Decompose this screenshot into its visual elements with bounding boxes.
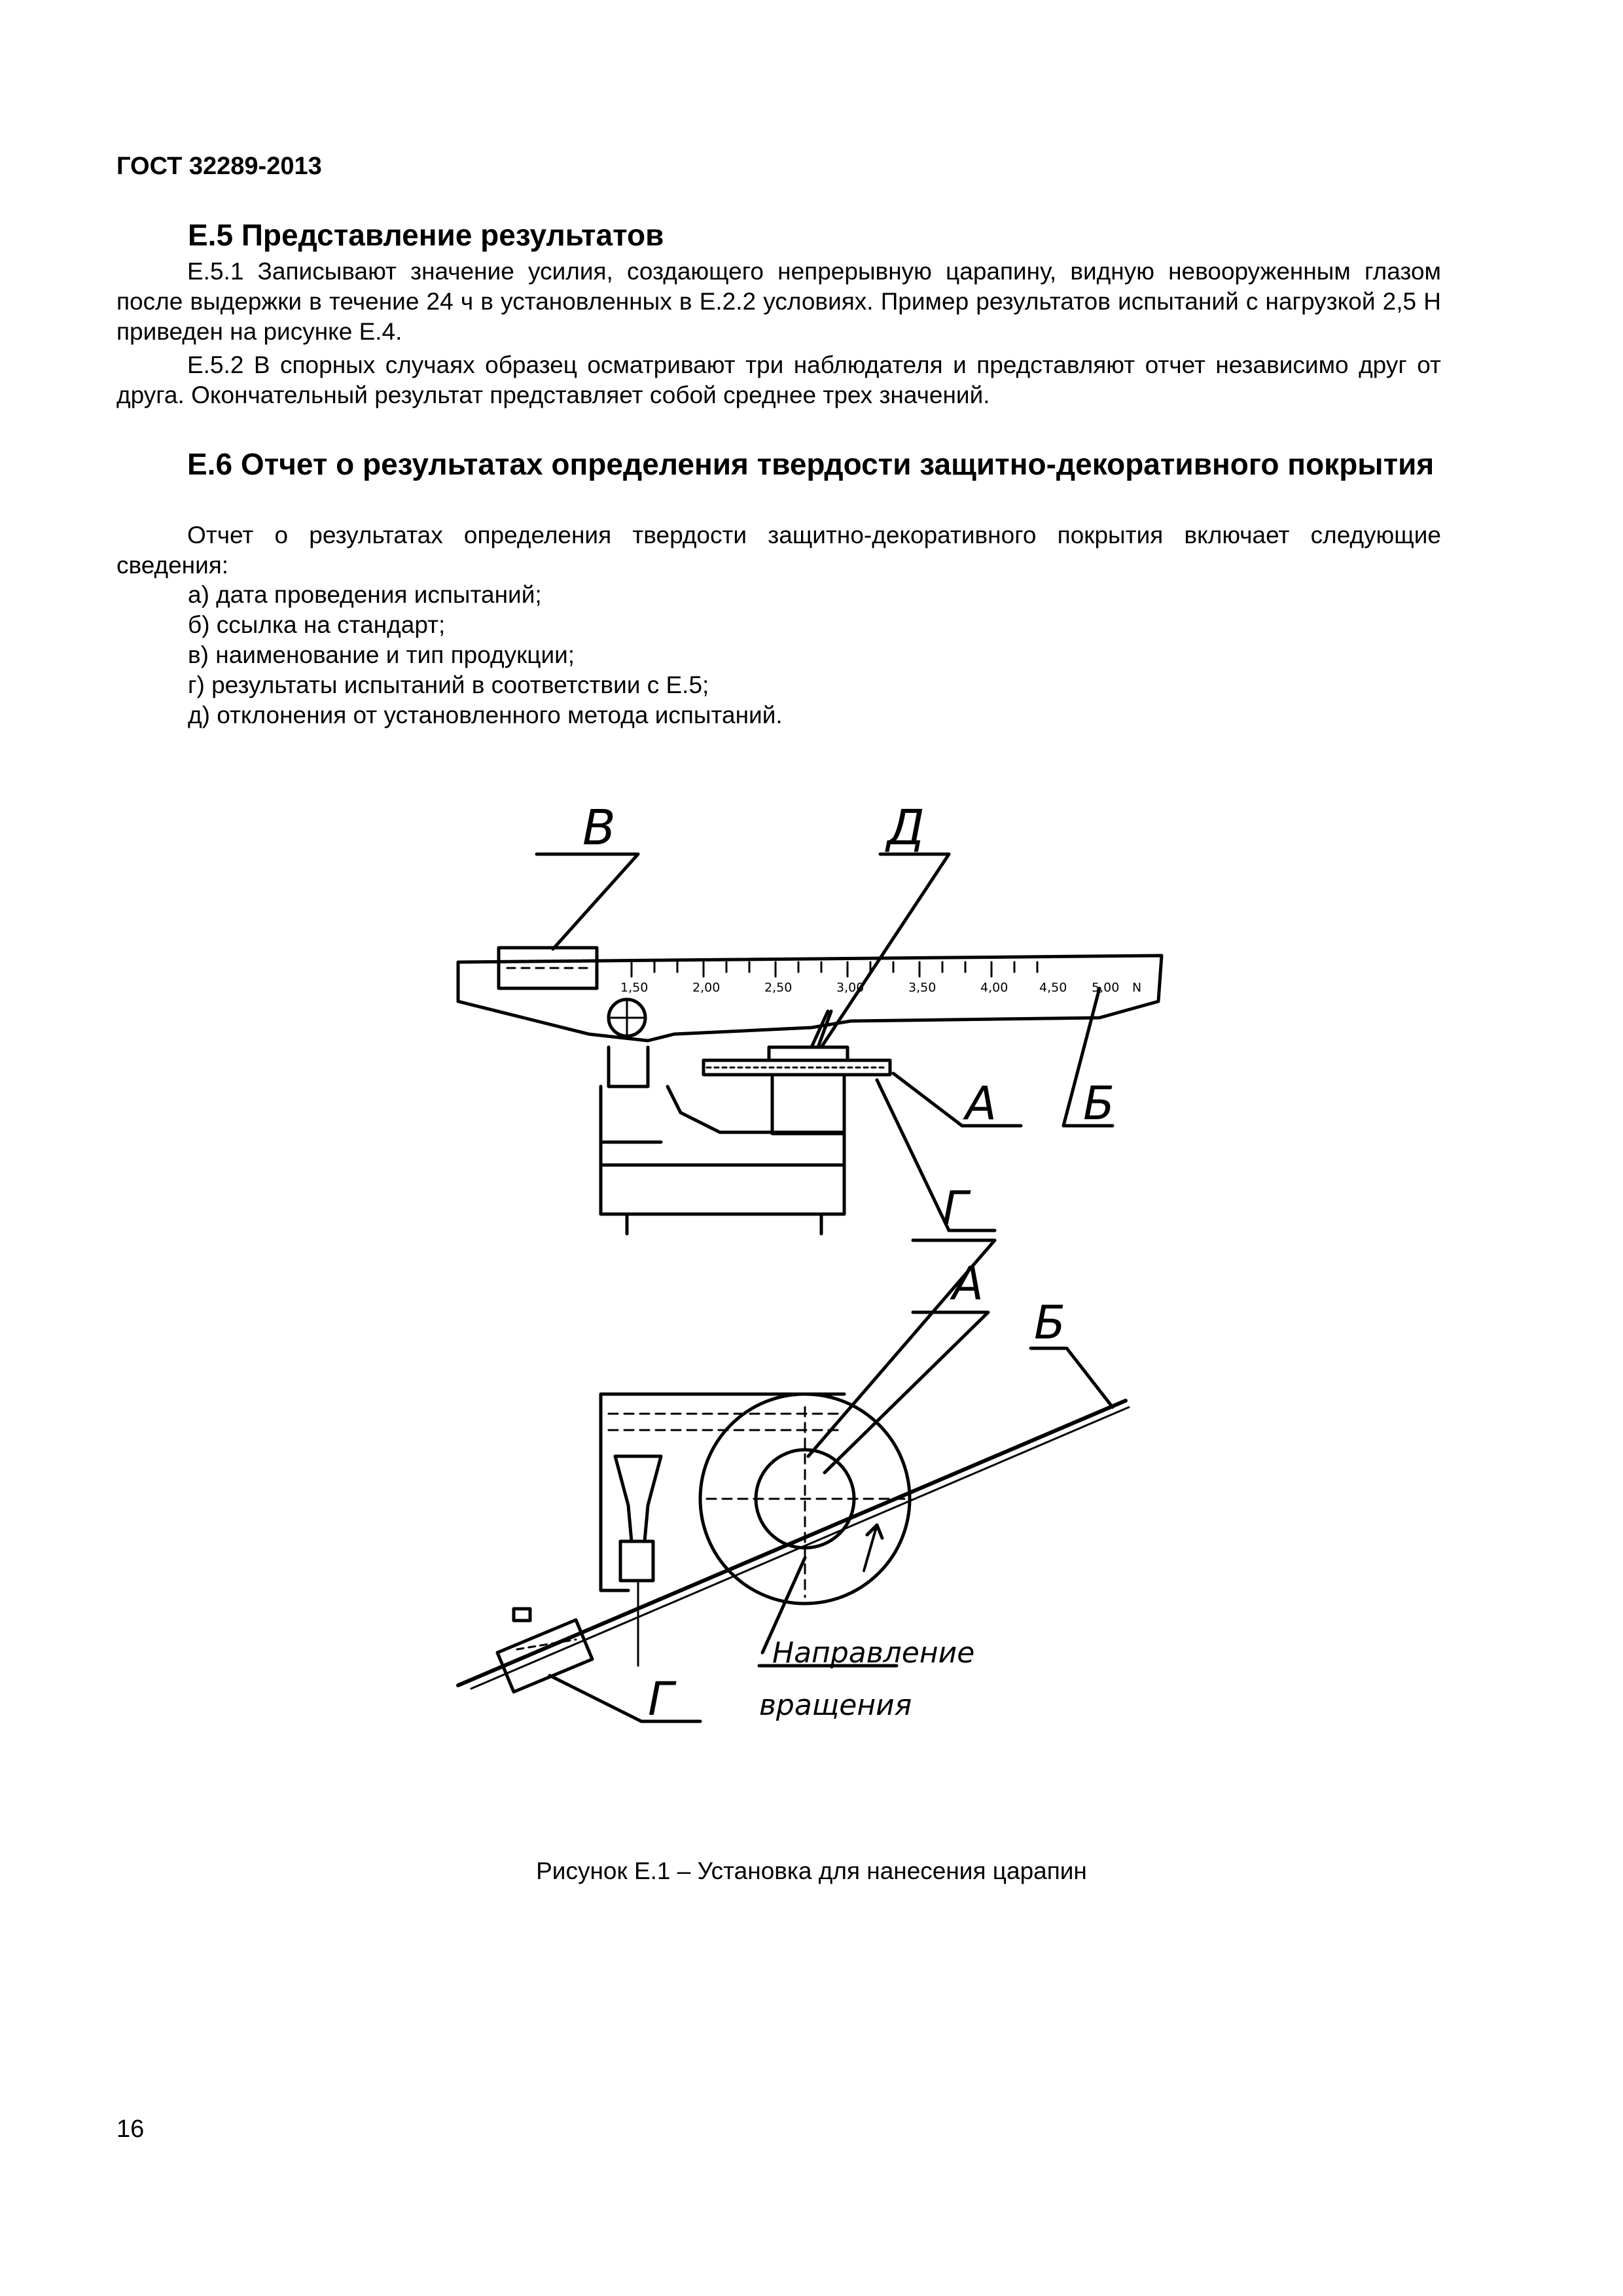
paragraph-e6-intro-text: Отчет о результатах определения твердости защитно-декоративного покрытия включает следующие сведения: — [116, 522, 1441, 579]
document-header: ГОСТ 32289-2013 — [116, 152, 322, 180]
tick-label: 4,50 — [1039, 980, 1067, 995]
paragraph-e5-2-text: Е.5.2 В спорных случаях образец осматривают три наблюдателя и представляют отчет независимо друг от друга. Окончательный результат представляет собой среднее трех значений. — [116, 351, 1441, 408]
section-e5-title: Е.5 Представление результатов — [188, 218, 664, 252]
label-b-top: Б — [1083, 1077, 1115, 1130]
tick-label: 2,50 — [764, 980, 793, 995]
list-item: б) ссылка на стандарт; — [188, 611, 446, 638]
scale-tick-labels — [620, 980, 1141, 995]
label-g-bottom: Г — [648, 1672, 673, 1726]
tick-label: 5,00 — [1092, 980, 1120, 995]
figure-caption: Рисунок Е.1 – Установка для нанесения царапин — [536, 1857, 1087, 1884]
label-direction-line2: вращения — [759, 1689, 912, 1722]
tick-label: 3,50 — [908, 980, 936, 995]
tick-label: N — [1132, 980, 1142, 995]
label-direction-line1: Направление — [772, 1636, 975, 1670]
tick-label: 2,00 — [692, 980, 721, 995]
tick-label: 4,00 — [980, 980, 1008, 995]
rod-weight — [497, 1620, 592, 1692]
label-g-mid: Г — [942, 1181, 968, 1235]
page-number: 16 — [116, 2115, 145, 2143]
scale-beam — [458, 956, 1162, 1041]
list-item: д) отклонения от установленного метода испытаний. — [188, 702, 783, 728]
label-b-bottom: Б — [1034, 1296, 1066, 1350]
scale-ticks — [632, 962, 1037, 977]
tick-label: 1,50 — [620, 980, 649, 995]
list-item: в) наименование и тип продукции; — [188, 641, 575, 668]
label-d: Д — [887, 800, 925, 856]
tick-label: 3,00 — [836, 980, 865, 995]
label-a-top: А — [965, 1077, 997, 1130]
section-e6-title-text: Е.6 Отчет о результатах определения твердости защитно-декоративного покрытия — [187, 447, 1435, 481]
list-item: г) результаты испытаний в соответствии с Е.5; — [188, 672, 709, 698]
label-a-bottom: А — [952, 1257, 984, 1310]
paragraph-e5-1-text: Е.5.1 Записывают значение усилия, создающего непрерывную царапину, видную невооруженным глазом после выдержки в течение 24 ч в установленных в Е.2.2 условиях. Пример результатов испытаний с нагрузкой 2,5 Н приведен на рисунке Е.4. — [116, 258, 1441, 345]
label-v: В — [582, 800, 616, 856]
list-item: а) дата проведения испытаний; — [188, 581, 542, 608]
